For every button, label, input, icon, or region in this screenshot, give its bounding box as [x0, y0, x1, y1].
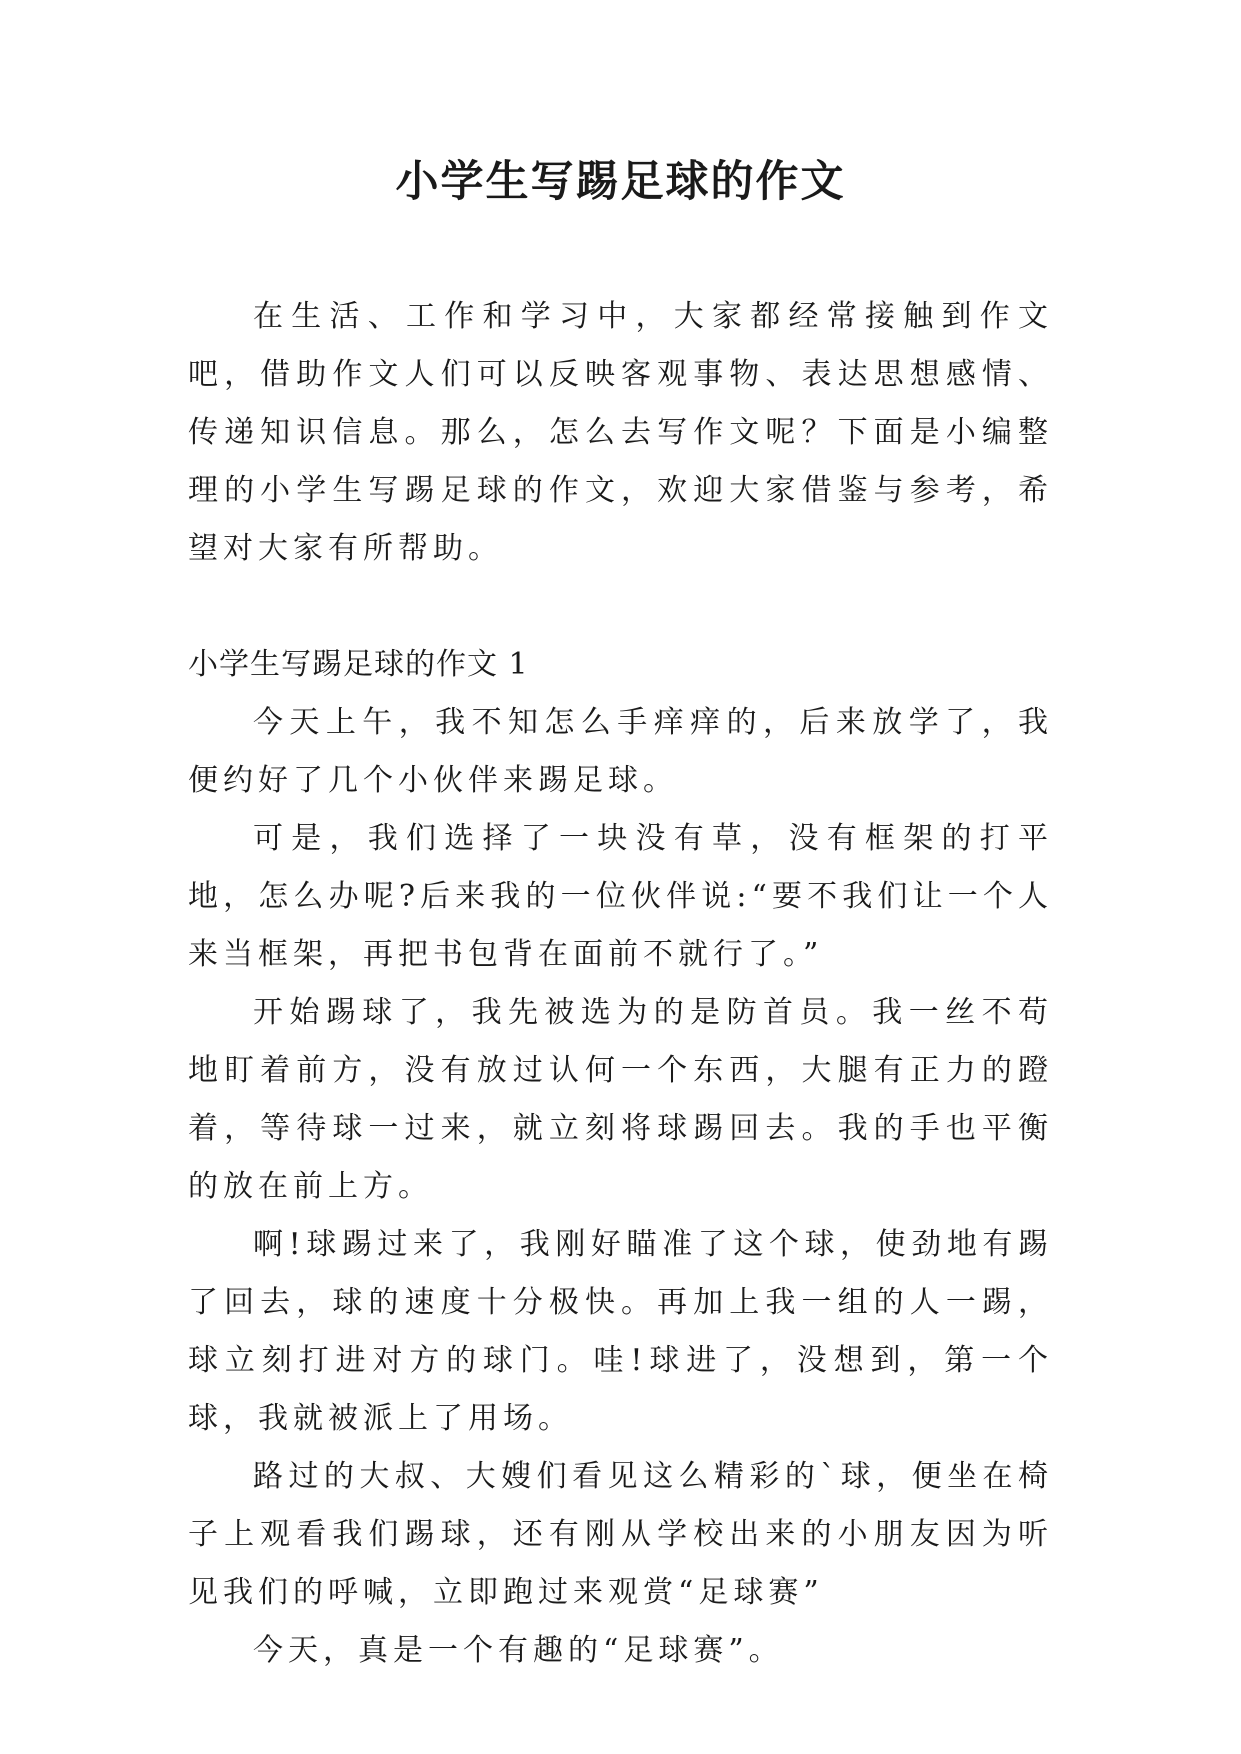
body-paragraph: 开始踢球了，我先被选为的是防首员。我一丝不苟地盯着前方，没有放过认何一个东西，大腿有正力的蹬着，等待球一过来，就立刻将球踢回去。我的手也平衡的放在前上方。: [188, 995, 1053, 1204]
body-paragraph: 啊!球踢过来了，我刚好瞄准了这个球，使劲地有踢了回去，球的速度十分极快。再加上我一组的人一踢，球立刻打进对方的球门。哇!球进了，没想到，第一个球，我就被派上了用场。: [188, 1227, 1053, 1436]
body-paragraph: 路过的大叔、大嫂们看见这么精彩的`球，便坐在椅子上观看我们踢球，还有刚从学校出来的小朋友因为听见我们的呼喊，立即跑过来观赏“足球赛”: [188, 1459, 1053, 1610]
body-paragraph: 今天上午，我不知怎么手痒痒的，后来放学了，我便约好了几个小伙伴来踢足球。: [188, 705, 1053, 798]
document-body: [188, 288, 1053, 1680]
body-paragraph: 今天，真是一个有趣的“足球赛”。: [253, 1633, 784, 1668]
body-paragraph: 可是，我们选择了一块没有草，没有框架的打平地，怎么办呢?后来我的一位伙伴说:“要不我们让一个人来当框架，再把书包背在面前不就行了。”: [188, 821, 1053, 972]
section-heading: 小学生写踢足球的作文 1: [188, 647, 529, 682]
intro-paragraph: 在生活、工作和学习中，大家都经常接触到作文吧，借助作文人们可以反映客观事物、表达思想感情、传递知识信息。那么，怎么去写作文呢？下面是小编整理的小学生写踢足球的作文，欢迎大家借鉴与参考，希望对大家有所帮助。: [188, 299, 1053, 566]
document-title: 小学生写踢足球的作文: [395, 157, 846, 207]
